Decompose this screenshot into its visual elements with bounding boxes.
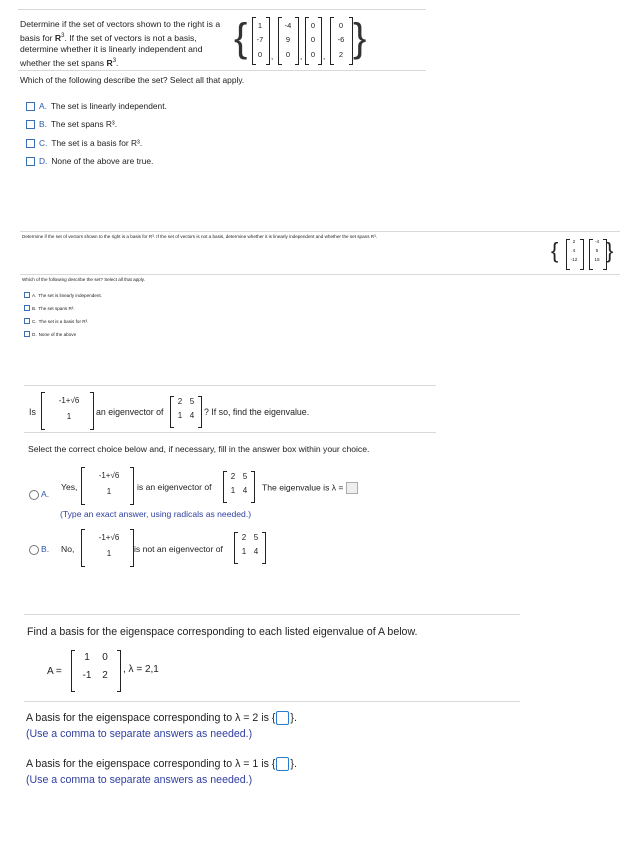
eigenvalue-answer-box[interactable] [346, 482, 358, 494]
q4-answer-1: A basis for the eigenspace corresponding to λ = 2 is { }. [26, 711, 297, 724]
divider [20, 231, 620, 232]
q2-vector: -4 5 15 [594, 240, 600, 263]
q3-select-instruction: Select the correct choice below and, if necessary, fill in the answer box within your choice. [28, 444, 370, 454]
q1-vector: 1 -7 0 [256, 20, 264, 60]
q4-hint-2: (Use a comma to separate answers as needed.) [26, 774, 253, 786]
checkbox[interactable] [26, 102, 35, 111]
divider [24, 701, 520, 702]
q4-matrix: 1 0 -1 2 [82, 652, 108, 681]
q4-answer-2: A basis for the eigenspace corresponding to λ = 1 is { }. [26, 757, 297, 770]
left-brace: { [234, 16, 248, 60]
divider [24, 614, 520, 615]
q3-matrix: 2 5 1 4 [177, 397, 195, 420]
checkbox[interactable] [24, 318, 30, 324]
q1-vector: -4 9 0 [284, 20, 292, 60]
q2-option-b[interactable]: B. The set spans R³. [24, 305, 75, 311]
q4-prompt: Find a basis for the eigenspace corresponding to each listed eigenvalue of A below. [27, 626, 418, 638]
q2-option-a[interactable]: A. The set is linearly independent. [24, 292, 102, 298]
q1-prompt: Determine if the set of vectors shown to the right is a basis for $R^3$. If the set of vectors is not a basis, determine whether it is linearly independent and whether the set spans $R^3$. [20, 19, 221, 68]
q3-vector: -1+√6 1 [98, 533, 120, 558]
q3-vector: -1+√6 1 [58, 396, 80, 421]
q3-vector: -1+√6 1 [98, 471, 120, 496]
q3-matrix: 2 5 1 4 [230, 472, 248, 495]
q4-hint-1: (Use a comma to separate answers as needed.) [26, 728, 253, 740]
checkbox[interactable] [26, 157, 35, 166]
q2-select-instruction: Which of the following describe the set? Select all that apply. [22, 277, 145, 282]
divider [24, 385, 436, 386]
q2-option-c[interactable]: C. The set is a basis for R³. [24, 318, 88, 324]
checkbox[interactable] [26, 139, 35, 148]
q3-matrix: 2 5 1 4 [241, 533, 259, 556]
divider [24, 432, 436, 433]
q1-option-c[interactable]: C. The set is a basis for R³. [26, 138, 142, 148]
checkbox[interactable] [24, 292, 30, 298]
divider [20, 274, 620, 275]
q1-vector: 0 0 0 [310, 20, 316, 60]
q2-prompt: Determine if the set of vectors shown to the right is a basis for R³. If the set of vectors is not a basis, determine whether it is linearly independent and whether the set spans R³. [22, 234, 377, 239]
q1-option-a[interactable]: A. The set is linearly independent. [26, 101, 167, 111]
q2-vector: 2 4 -12 [570, 240, 578, 263]
q1-option-d[interactable]: D. None of the above are true. [26, 156, 153, 166]
checkbox[interactable] [24, 305, 30, 311]
checkbox[interactable] [24, 331, 30, 337]
radio-button[interactable] [29, 490, 39, 500]
right-brace: } [353, 16, 367, 60]
q1-option-b[interactable]: B. The set spans R³. [26, 119, 117, 129]
eigenspace-basis-input-2[interactable] [276, 757, 289, 771]
q2-option-d[interactable]: D. None of the above [24, 331, 76, 337]
divider [18, 70, 426, 71]
eigenspace-basis-input-1[interactable] [276, 711, 289, 725]
q1-select-instruction: Which of the following describe the set? Select all that apply. [20, 75, 245, 85]
q1-vector: 0 -6 2 [337, 20, 345, 60]
radio-button[interactable] [29, 545, 39, 555]
checkbox[interactable] [26, 120, 35, 129]
